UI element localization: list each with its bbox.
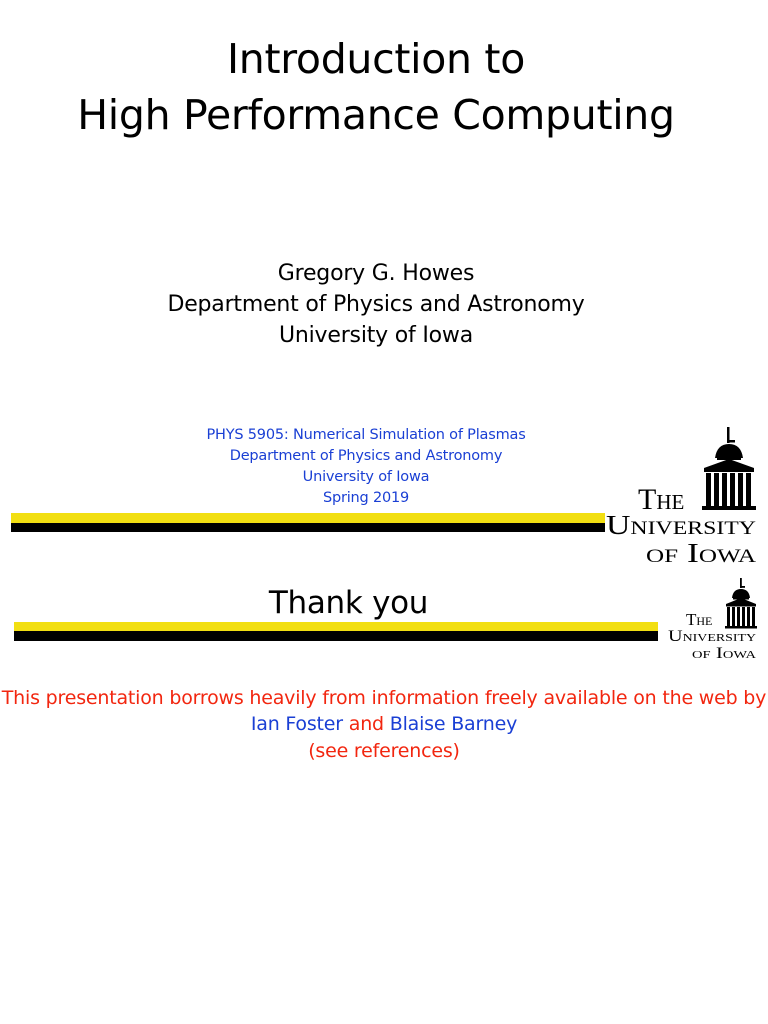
divider-stripe-black	[14, 631, 658, 641]
course-university: University of Iowa	[302, 469, 430, 485]
author-link-ian-foster[interactable]: Ian Foster	[250, 713, 343, 735]
old-capitol-icon	[725, 578, 757, 629]
footer-attribution: This presentation borrows heavily from information freely available on the web by	[1, 687, 767, 709]
logo-university: University	[606, 510, 757, 540]
title-line-1: Introduction to	[227, 35, 525, 83]
title-line-2: High Performance Computing	[77, 91, 675, 139]
old-capitol-icon	[702, 427, 756, 510]
divider-stripe-black	[11, 523, 605, 532]
footer-conjunction: and	[342, 713, 390, 735]
author-link-blaise-barney[interactable]: Blaise Barney	[389, 713, 518, 735]
author-department: Department of Physics and Astronomy	[167, 292, 585, 317]
course-term: Spring 2019	[322, 490, 410, 506]
logo-of-iowa: of Iowa	[692, 645, 757, 662]
course-name: PHYS 5905: Numerical Simulation of Plasmas	[206, 427, 526, 443]
footer-authors	[0, 711, 768, 738]
author-university: University of Iowa	[279, 323, 473, 348]
footer-references-note: (see references)	[308, 740, 460, 762]
divider-stripe-yellow	[11, 513, 605, 523]
logo-university: University	[668, 628, 757, 645]
logo-of-iowa: of Iowa	[646, 538, 757, 566]
course-department: Department of Physics and Astronomy	[229, 448, 503, 464]
university-of-iowa-logo	[604, 424, 760, 566]
university-of-iowa-logo-small	[664, 576, 760, 662]
author-name: Gregory G. Howes	[277, 261, 475, 286]
divider-stripe-yellow	[14, 622, 658, 631]
logo-the: The	[638, 483, 685, 516]
thank-you-heading: Thank you	[268, 585, 429, 621]
logo-the: The	[686, 610, 713, 629]
